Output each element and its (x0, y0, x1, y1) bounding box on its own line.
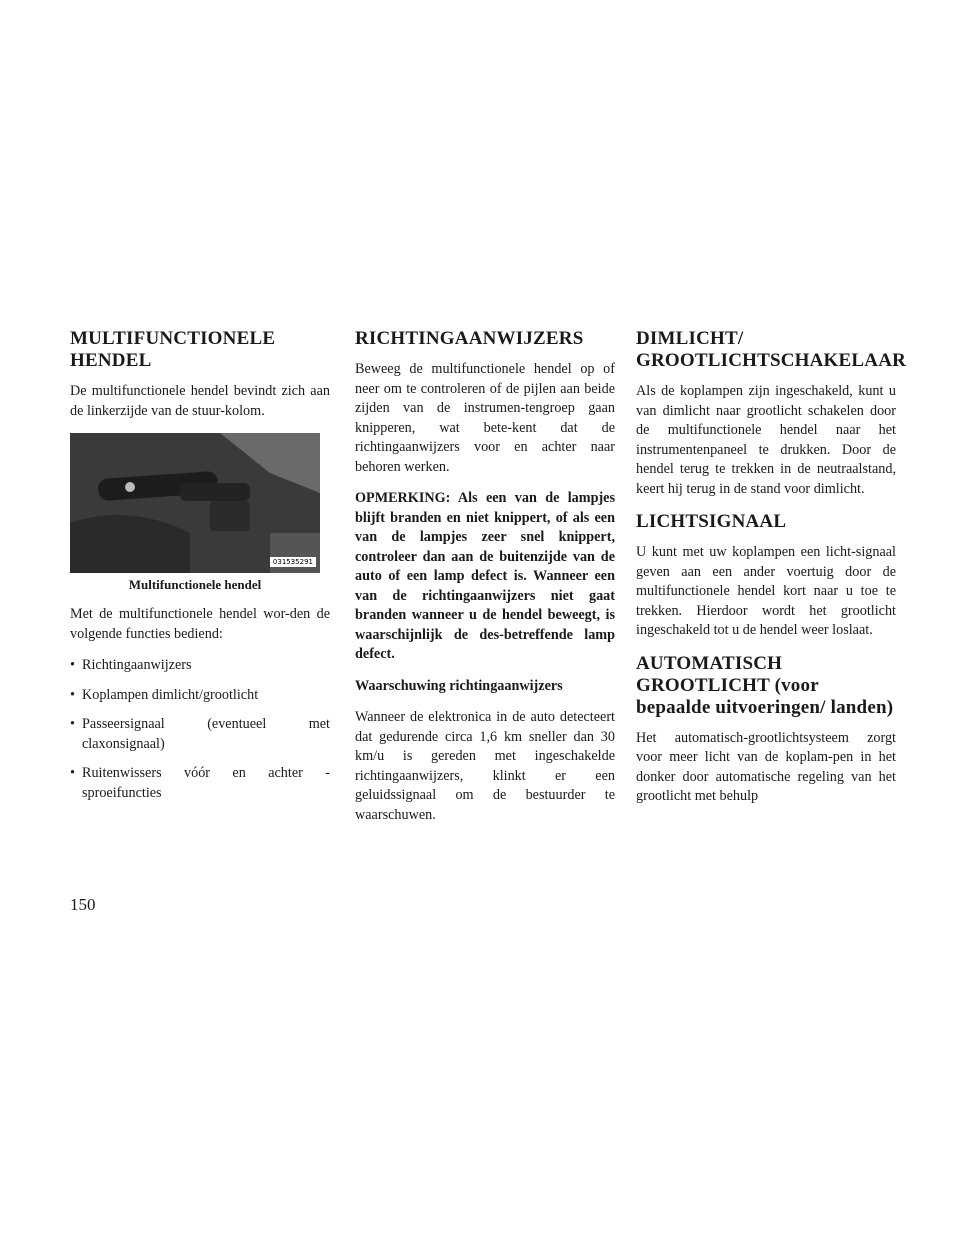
heading-dimlicht: DIMLICHT/ GROOTLICHTSCHAKELAAR (636, 328, 907, 371)
list-item: • Ruitenwissers vóór en achter - sproeifuncties (70, 765, 330, 801)
column-middle (355, 328, 615, 837)
column-right (636, 328, 907, 819)
functions-list (70, 656, 330, 803)
heading-automatisch-grootlicht: AUTOMATISCH GROOTLICHT (voor bepaalde uitvoeringen/ landen) (636, 652, 894, 718)
functions-intro: Met de multifunctionele hendel wor-den de volgende functies bediend: (70, 606, 330, 642)
automatisch-grootlicht-paragraph: Het automatisch-grootlichtsysteem zorgt voor meer licht van de koplam-pen in het donker door automatische regeling van het grootlicht met behulp (636, 729, 896, 804)
subheading-waarschuwing: Waarschuwing richtingaanwijzers (355, 677, 563, 694)
list-item: • Richtingaanwijzers (70, 657, 192, 673)
richtingaanwijzers-paragraph: Beweeg de multifunctionele hendel op of neer om te controleren of de pijlen aan beide zijden van de instrumen-tengroep gaan knipperen, wat bete-kent dat de richtingaanwijzers voor en achter naar behoren werken. (355, 361, 615, 475)
list-item: • Passeersignaal (eventueel met claxonsignaal) (70, 716, 330, 752)
intro-paragraph: De multifunctionele hendel bevindt zich aan de linkerzijde van de stuur-kolom. (70, 383, 330, 419)
lever-photo (70, 433, 320, 573)
figure-caption: Multifunctionele hendel (128, 577, 262, 592)
note-paragraph: OPMERKING: Als een van de lampjes blijft branden en niet knippert, of als een van de lampjes zeer snel knippert, controleer dan aan de buitenzijde van de auto of een lamp defect is. Wanneer een van de richtingaanwijzers niet gaat branden wanneer u de hendel beweegt, is waarschijnlijk de des-betreffende lamp defect. (355, 490, 615, 662)
list-item: • Koplampen dimlicht/grootlicht (70, 686, 259, 703)
page-number: 150 (70, 895, 96, 914)
dimlicht-paragraph: Als de koplampen zijn ingeschakeld, kunt u van dimlicht naar grootlicht schakelen door de multifunctionele hendel naar het instrumentenpaneel te drukken. Door de hendel terug te trekken in de neutraalstand, keert hij terug in de stand voor dimlicht. (636, 383, 896, 497)
figure-code: 031535291 (270, 557, 316, 567)
heading-richtingaanwijzers: RICHTINGAANWIJZERS (355, 328, 584, 349)
heading-multifunctionele-hendel: MULTIFUNCTIONELE HENDEL (70, 328, 276, 371)
lever-illustration (70, 433, 320, 573)
heading-lichtsignaal: LICHTSIGNAAL (636, 511, 787, 532)
lichtsignaal-paragraph: U kunt met uw koplampen een licht-signaal geven aan een ander voertuig door de multifunctionele hendel kort naar u toe te trekken. Hierdoor wordt het grootlicht ingeschakeld tot u de hendel weer loslaat. (636, 544, 896, 638)
waarschuwing-paragraph: Wanneer de elektronica in de auto detecteert dat gedurende circa 1,6 km sneller dan 30 km/u is gereden met ingeschakelde richtingaanwijzers, klinkt er een geluidssignaal om de bestuurder te waarschuwen. (355, 709, 615, 823)
column-left (70, 328, 330, 813)
